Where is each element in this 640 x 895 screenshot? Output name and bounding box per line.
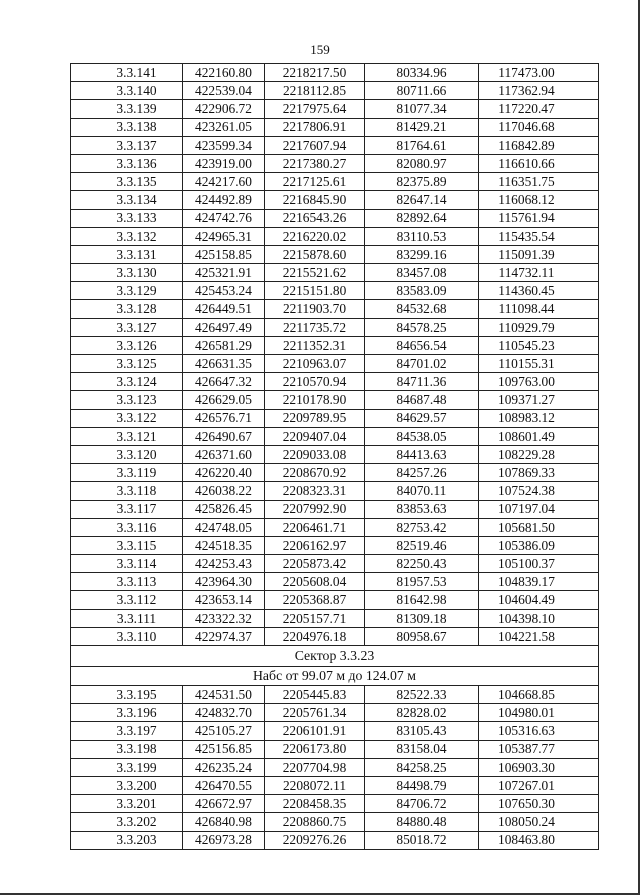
point-id-cell: 3.3.126 <box>71 336 183 354</box>
x-coord-cell: 424965.31 <box>183 227 265 245</box>
table-row <box>71 555 599 573</box>
x-coord-cell: 426490.67 <box>183 427 265 445</box>
x-local-cell: 82250.43 <box>365 555 479 573</box>
x-local-cell: 83105.43 <box>365 722 479 740</box>
x-coord-cell: 426973.28 <box>183 831 265 849</box>
y-local-cell: 110929.79 <box>479 318 599 336</box>
x-coord-cell: 423261.05 <box>183 118 265 136</box>
y-local-cell: 116351.75 <box>479 173 599 191</box>
table-row <box>71 173 599 191</box>
point-id-cell: 3.3.112 <box>71 591 183 609</box>
x-coord-cell: 423964.30 <box>183 573 265 591</box>
x-local-cell: 84701.02 <box>365 355 479 373</box>
x-coord-cell: 423919.00 <box>183 154 265 172</box>
y-local-cell: 107869.33 <box>479 464 599 482</box>
y-local-cell: 105316.63 <box>479 722 599 740</box>
x-coord-cell: 423599.34 <box>183 136 265 154</box>
y-local-cell: 117220.47 <box>479 100 599 118</box>
x-local-cell: 82828.02 <box>365 704 479 722</box>
y-coord-cell: 2205157.71 <box>265 609 365 627</box>
x-coord-cell: 425826.45 <box>183 500 265 518</box>
x-coord-cell: 424832.70 <box>183 704 265 722</box>
table-row <box>71 500 599 518</box>
point-id-cell: 3.3.115 <box>71 536 183 554</box>
y-local-cell: 115435.54 <box>479 227 599 245</box>
x-local-cell: 80334.96 <box>365 64 479 82</box>
y-local-cell: 116068.12 <box>479 191 599 209</box>
y-coord-cell: 2209276.26 <box>265 831 365 849</box>
table-section-b <box>71 686 599 850</box>
y-local-cell: 111098.44 <box>479 300 599 318</box>
y-local-cell: 107524.38 <box>479 482 599 500</box>
y-local-cell: 104668.85 <box>479 686 599 704</box>
table-section-a <box>71 64 599 646</box>
y-coord-cell: 2215521.62 <box>265 264 365 282</box>
y-local-cell: 114732.11 <box>479 264 599 282</box>
x-local-cell: 82519.46 <box>365 536 479 554</box>
y-local-cell: 104980.01 <box>479 704 599 722</box>
y-local-cell: 108983.12 <box>479 409 599 427</box>
y-coord-cell: 2205368.87 <box>265 591 365 609</box>
y-coord-cell: 2218112.85 <box>265 82 365 100</box>
table-row <box>71 245 599 263</box>
x-local-cell: 84532.68 <box>365 300 479 318</box>
point-id-cell: 3.3.120 <box>71 445 183 463</box>
table-row <box>71 776 599 794</box>
x-local-cell: 83158.04 <box>365 740 479 758</box>
x-local-cell: 84656.54 <box>365 336 479 354</box>
point-id-cell: 3.3.200 <box>71 776 183 794</box>
table-row <box>71 591 599 609</box>
y-coord-cell: 2206162.97 <box>265 536 365 554</box>
x-local-cell: 84880.48 <box>365 813 479 831</box>
y-coord-cell: 2218217.50 <box>265 64 365 82</box>
table-row <box>71 464 599 482</box>
x-local-cell: 83457.08 <box>365 264 479 282</box>
y-coord-cell: 2210963.07 <box>265 355 365 373</box>
table-row <box>71 536 599 554</box>
point-id-cell: 3.3.139 <box>71 100 183 118</box>
x-coord-cell: 426497.49 <box>183 318 265 336</box>
point-id-cell: 3.3.124 <box>71 373 183 391</box>
y-coord-cell: 2205873.42 <box>265 555 365 573</box>
x-coord-cell: 425105.27 <box>183 722 265 740</box>
x-local-cell: 84070.11 <box>365 482 479 500</box>
table-row <box>71 686 599 704</box>
x-local-cell: 83853.63 <box>365 500 479 518</box>
table-row <box>71 227 599 245</box>
x-coord-cell: 422906.72 <box>183 100 265 118</box>
y-local-cell: 110155.31 <box>479 355 599 373</box>
point-id-cell: 3.3.196 <box>71 704 183 722</box>
point-id-cell: 3.3.135 <box>71 173 183 191</box>
point-id-cell: 3.3.136 <box>71 154 183 172</box>
x-coord-cell: 426470.55 <box>183 776 265 794</box>
y-coord-cell: 2205608.04 <box>265 573 365 591</box>
table-row <box>71 627 599 645</box>
sector-title-row <box>71 646 599 667</box>
y-local-cell: 105386.09 <box>479 536 599 554</box>
y-local-cell: 108463.80 <box>479 831 599 849</box>
y-coord-cell: 2216543.26 <box>265 209 365 227</box>
x-coord-cell: 422160.80 <box>183 64 265 82</box>
table-row <box>71 264 599 282</box>
table-row <box>71 318 599 336</box>
x-coord-cell: 424531.50 <box>183 686 265 704</box>
sector-header <box>71 646 599 686</box>
x-coord-cell: 426235.24 <box>183 758 265 776</box>
x-local-cell: 83110.53 <box>365 227 479 245</box>
x-coord-cell: 426581.29 <box>183 336 265 354</box>
x-local-cell: 81957.53 <box>365 573 479 591</box>
table-row <box>71 409 599 427</box>
y-coord-cell: 2210570.94 <box>265 373 365 391</box>
point-id-cell: 3.3.130 <box>71 264 183 282</box>
x-local-cell: 84706.72 <box>365 795 479 813</box>
table-row <box>71 427 599 445</box>
table-row <box>71 740 599 758</box>
x-local-cell: 84629.57 <box>365 409 479 427</box>
y-local-cell: 104221.58 <box>479 627 599 645</box>
y-coord-cell: 2207992.90 <box>265 500 365 518</box>
y-coord-cell: 2215878.60 <box>265 245 365 263</box>
y-local-cell: 104398.10 <box>479 609 599 627</box>
x-local-cell: 84687.48 <box>365 391 479 409</box>
sector-subtitle: Набс от 99.07 м до 124.07 м <box>71 667 599 686</box>
x-coord-cell: 426038.22 <box>183 482 265 500</box>
x-local-cell: 84257.26 <box>365 464 479 482</box>
y-coord-cell: 2205761.34 <box>265 704 365 722</box>
table-row <box>71 209 599 227</box>
y-local-cell: 104604.49 <box>479 591 599 609</box>
y-local-cell: 108050.24 <box>479 813 599 831</box>
x-local-cell: 82522.33 <box>365 686 479 704</box>
sector-subtitle-row <box>71 667 599 686</box>
point-id-cell: 3.3.199 <box>71 758 183 776</box>
point-id-cell: 3.3.129 <box>71 282 183 300</box>
point-id-cell: 3.3.134 <box>71 191 183 209</box>
x-coord-cell: 425321.91 <box>183 264 265 282</box>
y-local-cell: 106903.30 <box>479 758 599 776</box>
x-local-cell: 82647.14 <box>365 191 479 209</box>
point-id-cell: 3.3.131 <box>71 245 183 263</box>
point-id-cell: 3.3.122 <box>71 409 183 427</box>
page-number: 159 <box>310 42 330 57</box>
x-local-cell: 82892.64 <box>365 209 479 227</box>
table-row <box>71 758 599 776</box>
y-coord-cell: 2204976.18 <box>265 627 365 645</box>
y-coord-cell: 2217806.91 <box>265 118 365 136</box>
table-row <box>71 518 599 536</box>
x-coord-cell: 425156.85 <box>183 740 265 758</box>
y-coord-cell: 2208670.92 <box>265 464 365 482</box>
x-coord-cell: 426840.98 <box>183 813 265 831</box>
y-coord-cell: 2208458.35 <box>265 795 365 813</box>
y-local-cell: 116610.66 <box>479 154 599 172</box>
x-coord-cell: 426371.60 <box>183 445 265 463</box>
coordinates-table <box>70 63 599 850</box>
x-coord-cell: 426647.32 <box>183 373 265 391</box>
point-id-cell: 3.3.123 <box>71 391 183 409</box>
table-row <box>71 191 599 209</box>
y-coord-cell: 2207704.98 <box>265 758 365 776</box>
y-coord-cell: 2217125.61 <box>265 173 365 191</box>
point-id-cell: 3.3.137 <box>71 136 183 154</box>
y-local-cell: 110545.23 <box>479 336 599 354</box>
y-coord-cell: 2211903.70 <box>265 300 365 318</box>
point-id-cell: 3.3.201 <box>71 795 183 813</box>
y-local-cell: 107197.04 <box>479 500 599 518</box>
y-local-cell: 115091.39 <box>479 245 599 263</box>
y-local-cell: 108601.49 <box>479 427 599 445</box>
y-local-cell: 116842.89 <box>479 136 599 154</box>
x-coord-cell: 422539.04 <box>183 82 265 100</box>
point-id-cell: 3.3.127 <box>71 318 183 336</box>
point-id-cell: 3.3.140 <box>71 82 183 100</box>
point-id-cell: 3.3.203 <box>71 831 183 849</box>
point-id-cell: 3.3.197 <box>71 722 183 740</box>
y-local-cell: 105681.50 <box>479 518 599 536</box>
x-local-cell: 80958.67 <box>365 627 479 645</box>
y-coord-cell: 2209033.08 <box>265 445 365 463</box>
x-local-cell: 81642.98 <box>365 591 479 609</box>
table-row <box>71 609 599 627</box>
table-row <box>71 831 599 849</box>
x-local-cell: 82753.42 <box>365 518 479 536</box>
table-row <box>71 373 599 391</box>
table-row <box>71 813 599 831</box>
table-row <box>71 573 599 591</box>
y-local-cell: 117362.94 <box>479 82 599 100</box>
point-id-cell: 3.3.128 <box>71 300 183 318</box>
y-coord-cell: 2217607.94 <box>265 136 365 154</box>
y-coord-cell: 2211352.31 <box>265 336 365 354</box>
point-id-cell: 3.3.116 <box>71 518 183 536</box>
y-local-cell: 109763.00 <box>479 373 599 391</box>
x-local-cell: 81309.18 <box>365 609 479 627</box>
table-row <box>71 82 599 100</box>
y-coord-cell: 2206101.91 <box>265 722 365 740</box>
x-coord-cell: 426629.05 <box>183 391 265 409</box>
point-id-cell: 3.3.119 <box>71 464 183 482</box>
y-local-cell: 117473.00 <box>479 64 599 82</box>
point-id-cell: 3.3.110 <box>71 627 183 645</box>
point-id-cell: 3.3.125 <box>71 355 183 373</box>
point-id-cell: 3.3.113 <box>71 573 183 591</box>
table-row <box>71 336 599 354</box>
point-id-cell: 3.3.138 <box>71 118 183 136</box>
x-coord-cell: 424748.05 <box>183 518 265 536</box>
y-local-cell: 108229.28 <box>479 445 599 463</box>
table-row <box>71 64 599 82</box>
y-local-cell: 109371.27 <box>479 391 599 409</box>
y-local-cell: 105100.37 <box>479 555 599 573</box>
point-id-cell: 3.3.133 <box>71 209 183 227</box>
x-local-cell: 84711.36 <box>365 373 479 391</box>
x-local-cell: 84578.25 <box>365 318 479 336</box>
x-coord-cell: 425453.24 <box>183 282 265 300</box>
y-coord-cell: 2208860.75 <box>265 813 365 831</box>
point-id-cell: 3.3.195 <box>71 686 183 704</box>
y-coord-cell: 2216845.90 <box>265 191 365 209</box>
x-local-cell: 80711.66 <box>365 82 479 100</box>
x-coord-cell: 424253.43 <box>183 555 265 573</box>
x-coord-cell: 422974.37 <box>183 627 265 645</box>
y-coord-cell: 2216220.02 <box>265 227 365 245</box>
x-coord-cell: 424217.60 <box>183 173 265 191</box>
x-coord-cell: 426449.51 <box>183 300 265 318</box>
x-local-cell: 84413.63 <box>365 445 479 463</box>
y-local-cell: 104839.17 <box>479 573 599 591</box>
y-coord-cell: 2211735.72 <box>265 318 365 336</box>
x-coord-cell: 425158.85 <box>183 245 265 263</box>
x-coord-cell: 426631.35 <box>183 355 265 373</box>
y-coord-cell: 2206173.80 <box>265 740 365 758</box>
y-coord-cell: 2208072.11 <box>265 776 365 794</box>
x-coord-cell: 423653.14 <box>183 591 265 609</box>
y-coord-cell: 2209407.04 <box>265 427 365 445</box>
x-local-cell: 83583.09 <box>365 282 479 300</box>
y-coord-cell: 2209789.95 <box>265 409 365 427</box>
y-local-cell: 105387.77 <box>479 740 599 758</box>
table-row <box>71 282 599 300</box>
x-coord-cell: 426220.40 <box>183 464 265 482</box>
table-row <box>71 482 599 500</box>
sector-title: Сектор 3.3.23 <box>71 646 599 667</box>
y-coord-cell: 2208323.31 <box>265 482 365 500</box>
table-row <box>71 154 599 172</box>
x-local-cell: 81764.61 <box>365 136 479 154</box>
x-local-cell: 84538.05 <box>365 427 479 445</box>
table-row <box>71 704 599 722</box>
table-row <box>71 118 599 136</box>
x-local-cell: 82375.89 <box>365 173 479 191</box>
point-id-cell: 3.3.114 <box>71 555 183 573</box>
table-row <box>71 300 599 318</box>
table-row <box>71 136 599 154</box>
table-row <box>71 445 599 463</box>
x-coord-cell: 426576.71 <box>183 409 265 427</box>
point-id-cell: 3.3.141 <box>71 64 183 82</box>
y-coord-cell: 2217380.27 <box>265 154 365 172</box>
y-local-cell: 114360.45 <box>479 282 599 300</box>
y-coord-cell: 2217975.64 <box>265 100 365 118</box>
y-coord-cell: 2215151.80 <box>265 282 365 300</box>
x-local-cell: 81077.34 <box>365 100 479 118</box>
table-row <box>71 722 599 740</box>
y-coord-cell: 2206461.71 <box>265 518 365 536</box>
x-coord-cell: 423322.32 <box>183 609 265 627</box>
y-local-cell: 117046.68 <box>479 118 599 136</box>
x-local-cell: 81429.21 <box>365 118 479 136</box>
y-coord-cell: 2210178.90 <box>265 391 365 409</box>
y-local-cell: 107267.01 <box>479 776 599 794</box>
table-row <box>71 355 599 373</box>
point-id-cell: 3.3.202 <box>71 813 183 831</box>
x-local-cell: 84258.25 <box>365 758 479 776</box>
point-id-cell: 3.3.111 <box>71 609 183 627</box>
table-row <box>71 391 599 409</box>
table-row <box>71 100 599 118</box>
x-local-cell: 83299.16 <box>365 245 479 263</box>
x-coord-cell: 424742.76 <box>183 209 265 227</box>
point-id-cell: 3.3.117 <box>71 500 183 518</box>
y-coord-cell: 2205445.83 <box>265 686 365 704</box>
x-local-cell: 85018.72 <box>365 831 479 849</box>
table-row <box>71 795 599 813</box>
y-local-cell: 107650.30 <box>479 795 599 813</box>
x-coord-cell: 424518.35 <box>183 536 265 554</box>
y-local-cell: 115761.94 <box>479 209 599 227</box>
point-id-cell: 3.3.121 <box>71 427 183 445</box>
point-id-cell: 3.3.118 <box>71 482 183 500</box>
point-id-cell: 3.3.132 <box>71 227 183 245</box>
x-local-cell: 82080.97 <box>365 154 479 172</box>
x-local-cell: 84498.79 <box>365 776 479 794</box>
x-coord-cell: 424492.89 <box>183 191 265 209</box>
point-id-cell: 3.3.198 <box>71 740 183 758</box>
x-coord-cell: 426672.97 <box>183 795 265 813</box>
